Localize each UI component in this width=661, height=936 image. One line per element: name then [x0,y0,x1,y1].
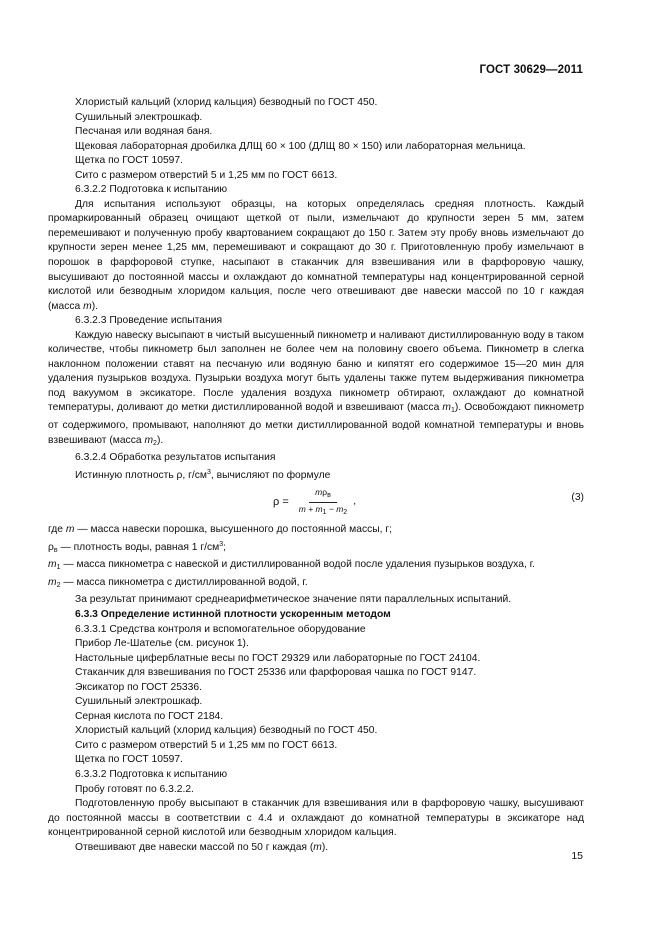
text-line: Стаканчик для взвешивания по ГОСТ 25336 или фарфоровая чашка по ГОСТ 9147. [75,667,477,679]
text-line: Щетка по ГОСТ 10597. [75,155,183,167]
text: Истинную плотность [75,469,177,481]
symbol: ρ [48,541,54,553]
paragraph: Подготовленную пробу высыпают в стаканчик для взвешивания или в фарфоровую чашку, высушивают до постоянной массы в соответствии с 4.4 и охлаждают до комнатной температуры в эксикаторе над концентрированной серной кислотой или безводным хлоридом кальция. [48,798,584,839]
subscript: 2 [343,509,348,517]
subscript: в [53,546,58,554]
fraction-numerator [309,487,337,503]
subscript: в [327,492,331,500]
section-heading: 6.3.3.2 Подготовка к испытанию [75,768,228,780]
subscript: 1 [56,564,61,572]
symbol: m [442,402,451,414]
text: Отвешивают две навески массой по 50 г каждая ( [75,841,314,853]
paragraph-text: ). Освобождают пикнометр от содержимого, промывают, наполняют до метки дистиллированной водой комнатной температуры и вновь взвешивают (масса [48,402,584,446]
subscript: 2 [56,581,61,589]
document-header: ГОСТ 30629—2011 [479,64,583,76]
section-heading: 6.3.2.2 Подготовка к испытанию [75,184,228,196]
page-number: 15 [571,850,583,862]
definition-line [48,576,584,594]
text-line: Сито с размером отверстий 5 и 1,25 мм по ГОСТ 6613. [75,169,338,181]
text: ; [223,541,226,553]
symbol: − m [326,504,344,515]
formula-tail: , [353,496,357,508]
symbol: ρ [176,469,183,481]
text-line: Эксикатор по ГОСТ 25336. [75,681,202,693]
section-heading: 6.3.2.4 Обработка результатов испытания [75,452,276,464]
text-line: Сушильный электрошкаф. [75,111,203,123]
text-line: Настольные циферблатные весы по ГОСТ 29329 или лабораторные по ГОСТ 24104. [75,652,481,664]
section-heading: 6.3.3.1 Средства контроля и вспомогательное оборудование [75,623,366,635]
text-line: Прибор Ле-Шателье (см. рисунок 1). [75,638,249,650]
text-line: Щетка по ГОСТ 10597. [75,754,183,766]
formula-3 [48,483,584,523]
text-line: Пробу готовят по 6.3.2.2. [75,783,194,795]
text: ). [321,841,329,853]
text-line [48,841,584,856]
paragraph-text: Для испытания используют образцы, на которых определялась средняя плотность. Каждый промаркированный образец очищают щеткой от пыли, измельчают до крупности зерен 5 мм, затем перемешивают и полученную пробу квартованием сокращают до 150 г. Затем эту пробу вновь измельчают до крупности зерен менее 1,25 мм, перемешивают и сокращают до 30 г. Приготовленную пробу измельчают в порошок в фарфоровой ступке, насыпают в стаканчик для взвешивания или в фарфоровую чашку, высушивают до постоянной массы и охлаждают до комнатной температуры над концентрированной серной кислотой или безводным хлоридом кальция, после чего отвешивают две навески массой по 10 г каждая (масса [48,198,584,312]
text-line: Серная кислота по ГОСТ 2184. [75,710,224,722]
text-line: Хлористый кальций (хлорид кальция) безводный по ГОСТ 450. [75,97,378,108]
symbol: m [313,841,322,853]
paragraph-text: Каждую навеску высыпают в чистый высушенный пикнометр и наливают дистиллированную воду в таком количестве, чтобы пикнометр был заполнен не более чем на половину своего объема. Пикнометр в слегка наклонном положении ставят на песчаную или водяную баню и кипятят его содержимое 15—20 мин для удаления пузырьков воздуха. Пузырьки воздуха могут быть удалены также путем выдерживания пикнометра под вакуумом в эксикаторе. После удаления воздуха пикнометр обтирают, охлаждают до комнатной температуры, доливают до метки дистиллированной водой и взвешивают (масса [48,329,584,414]
symbol: m + m [298,504,323,515]
text: где [48,524,66,536]
formula-lhs: ρ = [273,496,289,509]
paragraph [48,329,584,451]
definition-line [48,558,584,576]
text-line: За результат принимают среднеарифметическое значение пяти параллельных испытаний. [75,594,512,606]
symbol: m [48,576,57,588]
text: — масса навески порошка, высушенного до постоянной массы, г; [74,524,393,536]
fraction [293,487,353,518]
text-line: Сито с размером отверстий 5 и 1,25 мм по ГОСТ 6613. [75,739,338,751]
text: — масса пикнометра с дистиллированной водой, г. [60,576,308,588]
subscript: 2 [153,439,157,447]
text-line: Сушильный электрошкаф. [75,696,203,708]
symbol: m [65,524,75,536]
text-line: Хлористый кальций (хлорид кальция) безводный по ГОСТ 450. [75,725,378,737]
definition-line [48,538,584,559]
text-line [48,466,584,484]
symbol: m [315,487,323,498]
page-body [48,96,584,855]
symbol: m [144,434,154,446]
superscript: 3 [219,540,224,548]
section-heading: 6.3.2.3 Проведение испытания [75,315,223,327]
text: — масса пикнометра с навеской и дистиллированной водой после удаления пузырьков воздуха, г. [60,559,536,571]
text: , вычисляют по формуле [210,469,331,481]
fraction-denominator [293,503,353,518]
definition-line [48,523,584,538]
symbol: ρ [322,487,328,498]
symbol: m [48,559,57,571]
equation-number: (3) [571,492,584,504]
symbol: m [83,300,92,312]
text-line: Щековая лабораторная дробилка ДЛЩ 60 × 100 (ДЛЩ 80 × 150) или лабораторная мельница. [75,140,526,152]
formula-expression [273,487,356,518]
paragraph-text: ). [91,300,98,312]
section-heading: 6.3.3 Определение истинной плотности ускоренным методом [75,608,391,620]
paragraph-text: ). [156,434,164,446]
text: — плотность воды, равная 1 г/см [57,541,220,553]
paragraph [48,198,584,314]
text-line: Песчаная или водяная баня. [75,126,213,138]
superscript: 3 [206,468,211,476]
subscript: 1 [322,509,327,517]
text: , г/см [182,469,207,481]
subscript: 1 [450,407,455,415]
